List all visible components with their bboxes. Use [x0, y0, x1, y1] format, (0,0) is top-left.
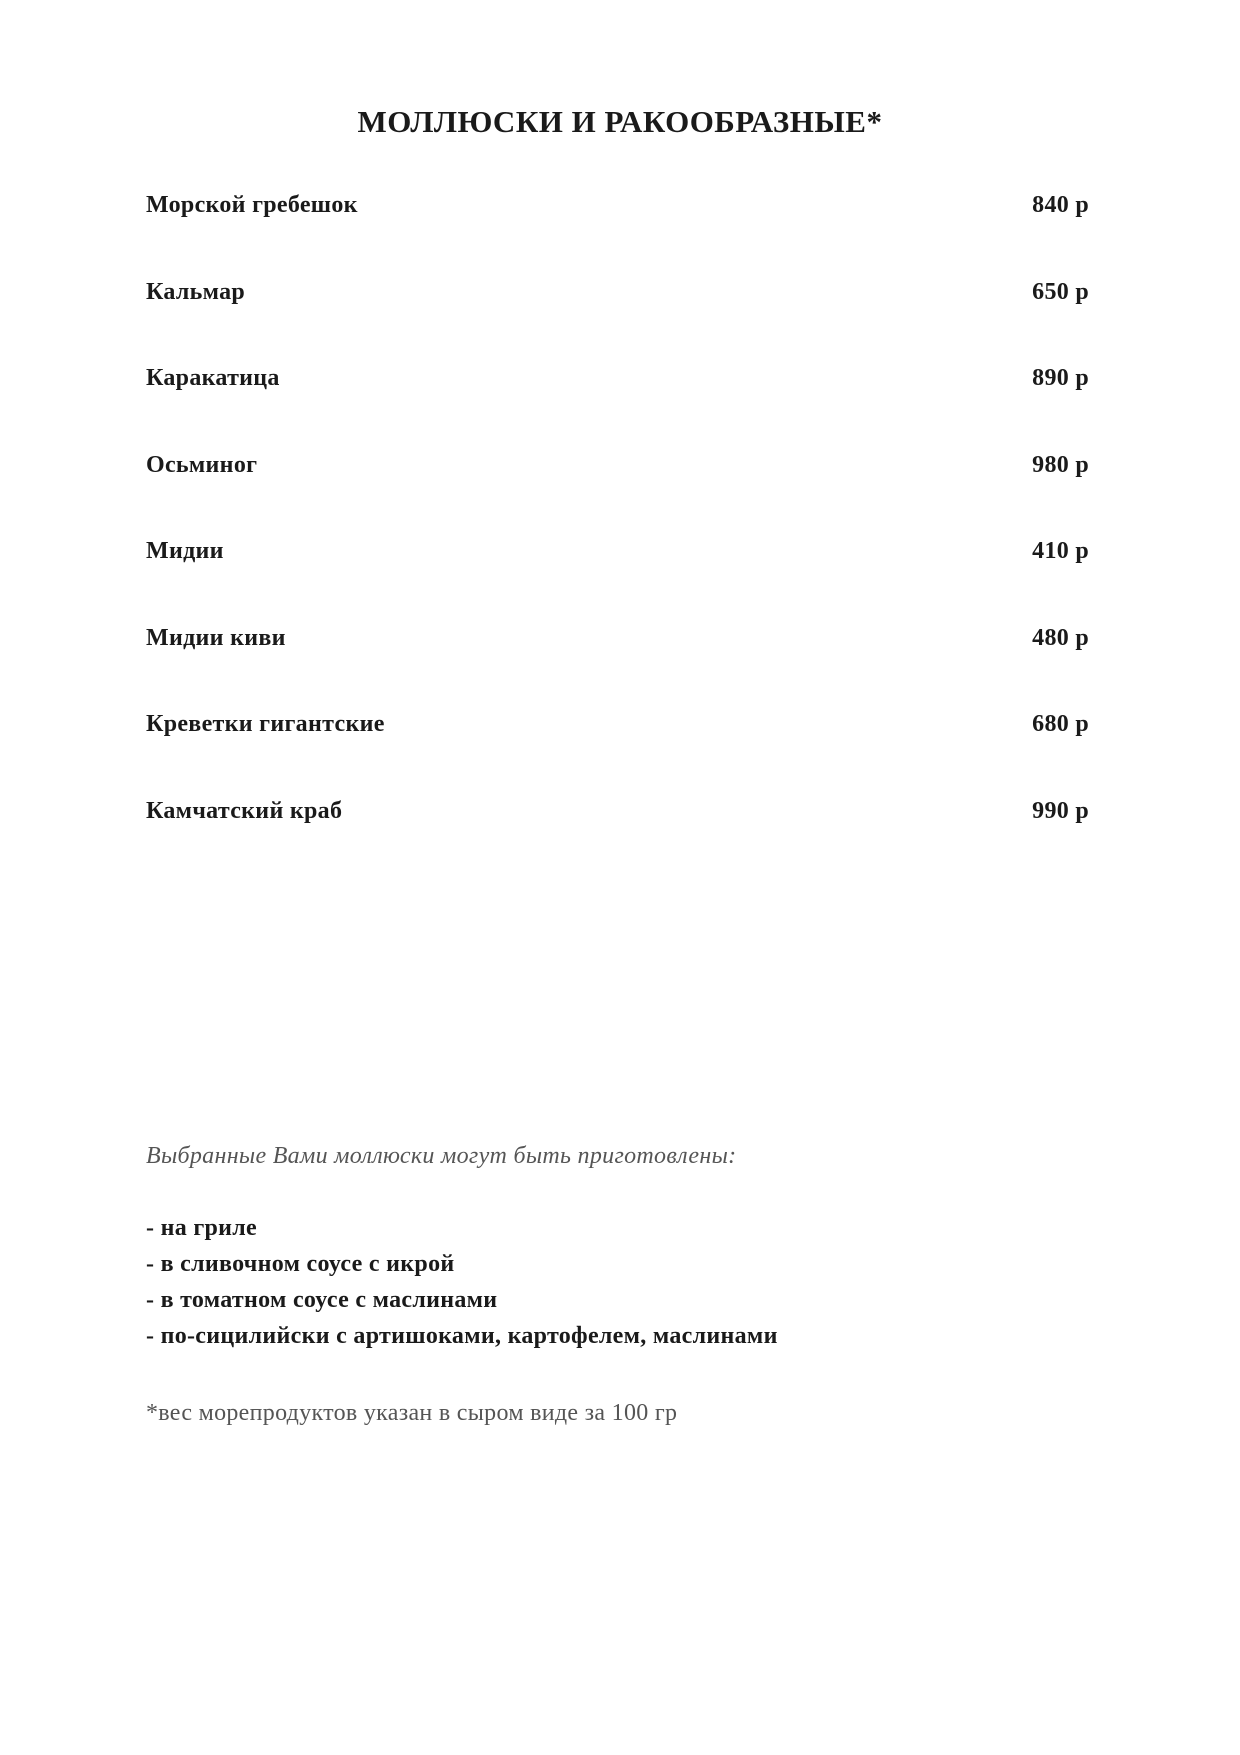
weight-footnote: *вес морепродуктов указан в сыром виде за 100 гр [146, 1400, 678, 1426]
preparation-option: - в томатном соусе с маслинами [146, 1287, 498, 1313]
menu-item [146, 711, 1089, 798]
menu-item [146, 625, 1089, 712]
menu-item-price: 990 р [1032, 797, 1089, 824]
menu-item-price: 980 р [1032, 451, 1089, 478]
preparation-note: Выбранные Вами моллюски могут быть приготовлены: [146, 1143, 737, 1169]
menu-item-price: 890 р [1032, 365, 1089, 391]
menu-item-price: 680 р [1032, 711, 1089, 737]
preparation-options [146, 1215, 778, 1359]
menu-item [146, 452, 1089, 539]
menu-item [146, 192, 1089, 279]
preparation-option: - на гриле [146, 1215, 258, 1241]
menu-item-name: Осьминог [146, 451, 258, 478]
menu-item-name: Мидии киви [146, 624, 286, 651]
menu-item-name: Камчатский краб [146, 797, 343, 824]
menu-item [146, 365, 1089, 452]
menu-item [146, 279, 1089, 366]
menu-item [146, 538, 1089, 625]
menu-item-price: 650 р [1032, 278, 1089, 305]
page-title: МОЛЛЮСКИ И РАКООБРАЗНЫЕ* [357, 104, 883, 139]
menu-item-price: 480 р [1032, 624, 1089, 651]
menu-item-name: Мидии [146, 538, 224, 564]
menu-item-name: Каракатица [146, 365, 280, 391]
menu-item-price: 840 р [1032, 192, 1089, 218]
menu-item-name: Кальмар [146, 278, 246, 305]
menu-item-name: Морской гребешок [146, 192, 358, 218]
menu-item-name: Креветки гигантские [146, 711, 385, 737]
menu-item-price: 410 р [1032, 538, 1089, 564]
menu-list [146, 192, 1089, 884]
preparation-option: - в сливочном соусе с икрой [146, 1251, 455, 1277]
menu-item [146, 798, 1089, 885]
preparation-option: - по-сицилийски с артишоками, картофелем, маслинами [146, 1323, 778, 1349]
